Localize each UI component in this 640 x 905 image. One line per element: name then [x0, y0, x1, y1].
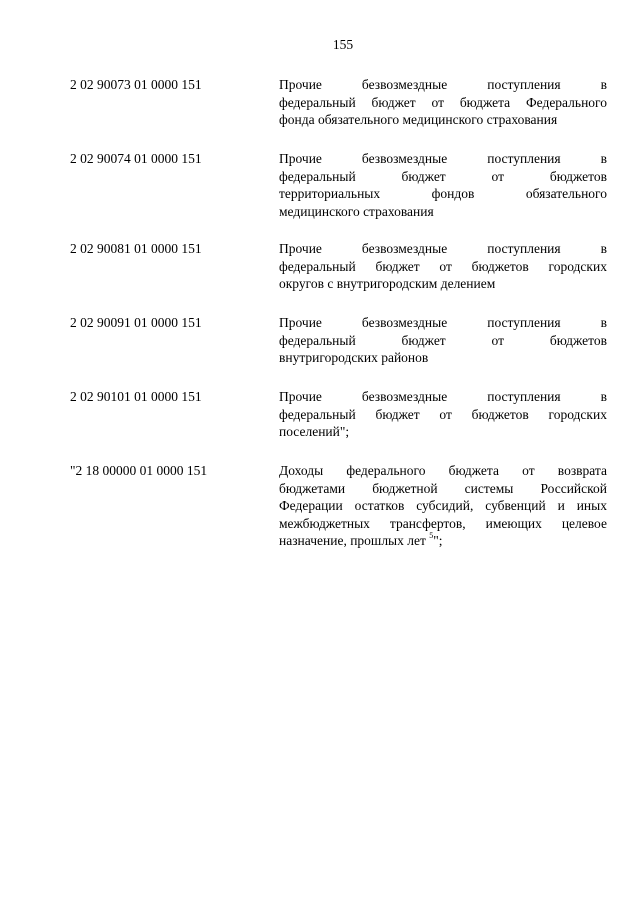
description-line: межбюджетных трансфертов, имеющих целевое: [279, 515, 607, 531]
description-line: Прочие безвозмездные поступления в: [279, 151, 607, 166]
description-line: медицинского страхования: [279, 203, 434, 219]
budget-code: 2 02 90081 01 0000 151: [70, 241, 202, 256]
description-line: территориальных фондов обязательного: [279, 186, 607, 201]
budget-code: 2 02 90091 01 0000 151: [70, 315, 202, 330]
budget-code: "2 18 00000 01 0000 151: [70, 463, 208, 478]
description-line: федеральный бюджет от бюджетов: [279, 332, 607, 348]
budget-code: 2 02 90073 01 0000 151: [70, 77, 202, 92]
description-line: внутригородских районов: [279, 350, 429, 365]
budget-description: [279, 150, 607, 220]
description-line: бюджетами бюджетной системы Российской: [279, 480, 607, 496]
description-line: Федерации остатков субсидий, субвенций и иных: [279, 498, 607, 513]
page-number: 155: [332, 37, 354, 52]
description-line: Прочие безвозмездные поступления в: [279, 77, 607, 92]
budget-description: [279, 462, 607, 550]
budget-description: [279, 388, 607, 441]
description-line: федеральный бюджет от бюджетов: [279, 168, 607, 184]
description-line: Доходы федерального бюджета от возврата: [279, 463, 607, 478]
budget-code: 2 02 90101 01 0000 151: [70, 389, 202, 404]
footnote-mark: 5: [429, 530, 434, 540]
budget-description: [279, 314, 607, 367]
description-line: Прочие безвозмездные поступления в: [279, 389, 607, 404]
budget-code: 2 02 90074 01 0000 151: [70, 151, 202, 166]
description-line: федеральный бюджет от бюджетов городских: [279, 406, 607, 422]
description-line: федеральный бюджет от бюджета Федерального: [279, 94, 607, 110]
budget-description: [279, 76, 607, 129]
budget-description: [279, 240, 607, 293]
description-line: федеральный бюджет от бюджетов городских: [279, 258, 607, 274]
description-line: округов с внутригородским делением: [279, 276, 496, 291]
description-line: Прочие безвозмездные поступления в: [279, 315, 607, 330]
description-line: фонда обязательного медицинского страхования: [279, 112, 558, 127]
description-line: поселений";: [279, 424, 350, 439]
description-line: Прочие безвозмездные поступления в: [279, 241, 607, 256]
description-line: назначение, прошлых лет $^5$";: [279, 530, 443, 548]
